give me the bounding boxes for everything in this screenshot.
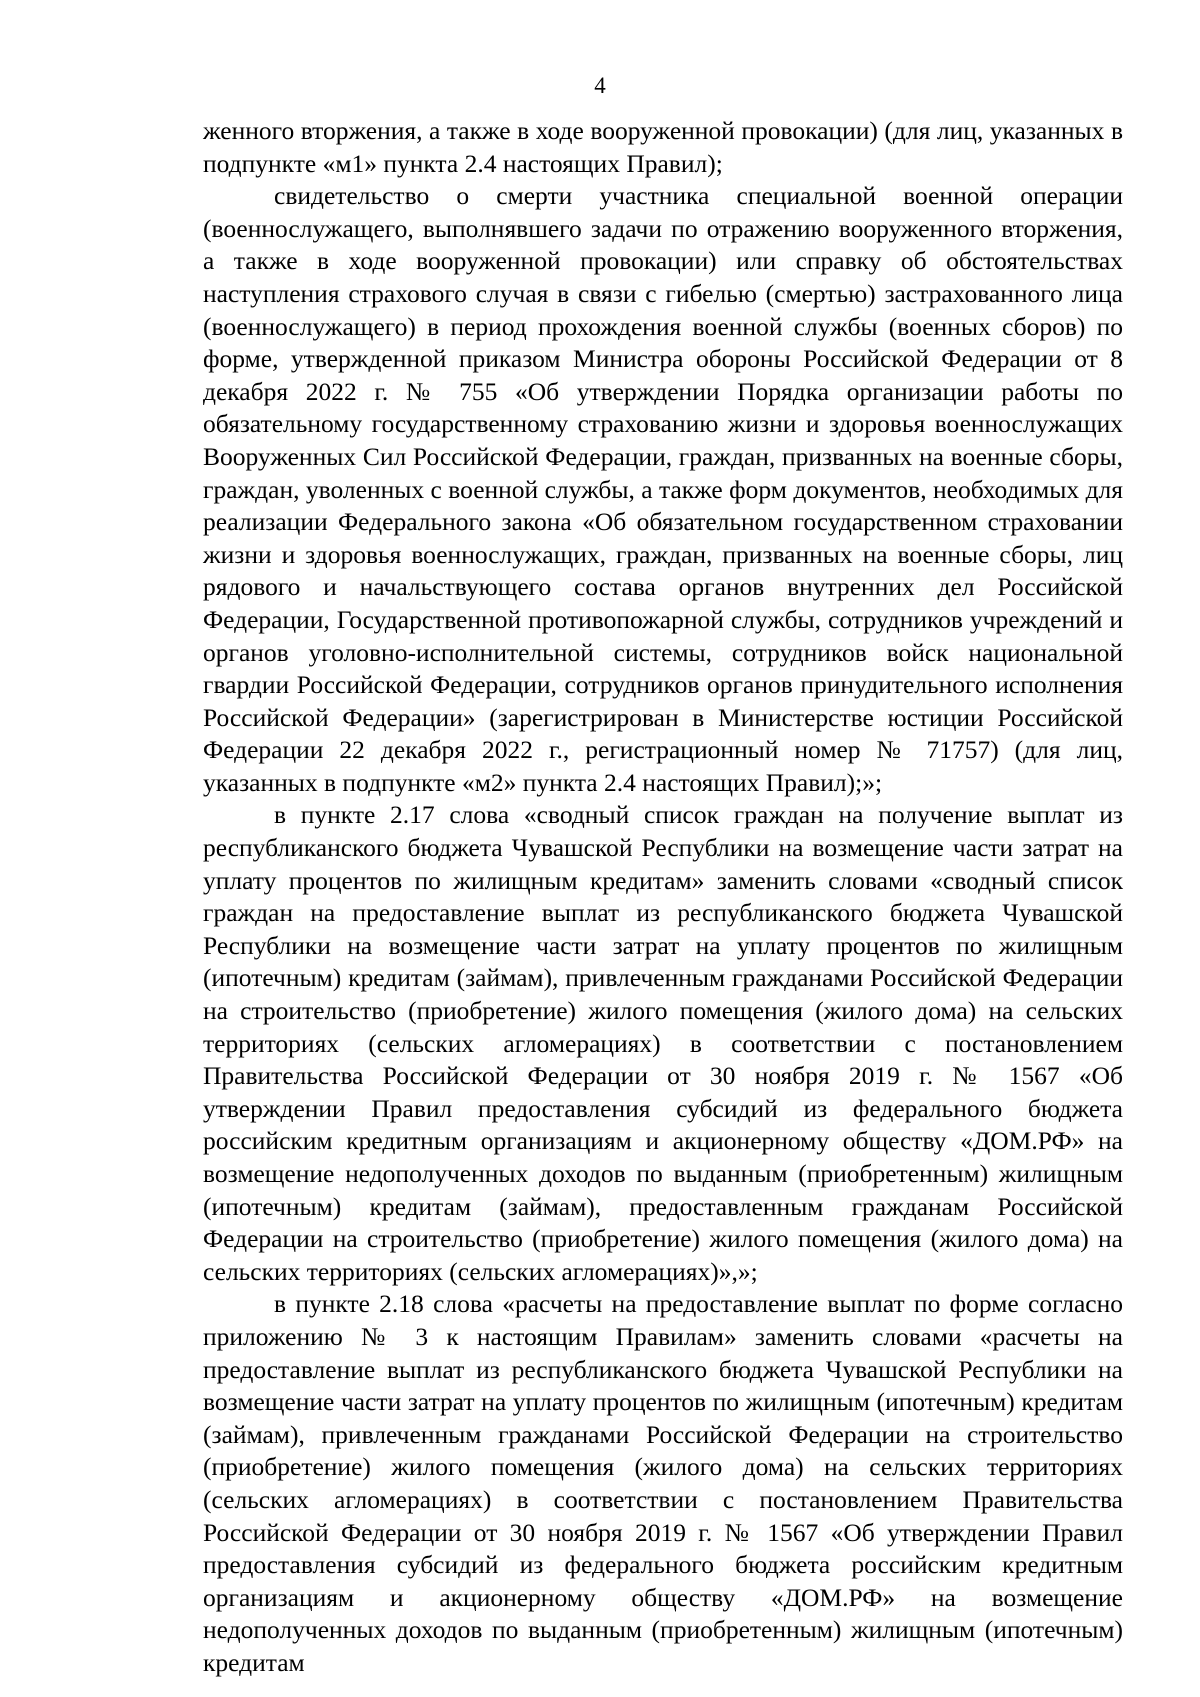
paragraph-clause-2-17: в пункте 2.17 слова «сводный список граждан на получение выплат из республиканского бюджета Чувашской Республики на возмещение части затрат на уплату процентов по жилищным кредитам» заменить словами «сводный список граждан на предоставление выплат из республиканского бюджета Чувашской Республики на возмещение части затрат на уплату процентов по жилищным (ипотечным) кредитам (займам), привлеченным гражданами Российской Федерации на строительство (приобретение) жилого помещения (жилого дома) на сельских территориях (сельских агломерациях) в соответствии с постановлением Правительства Российской Федерации от 30 ноября 2019 г. № 1567 «Об утверждении Правил предоставления субсидий из федерального бюджета российским кредитным организациям и акционерному обществу «ДОМ.РФ» на возмещение недополученных доходов по выданным (приобретенным) жилищным (ипотечным) кредитам (займам), предоставленным гражданам Российской Федерации на строительство (приобретение) жилого помещения (жилого дома) на сельских территориях (сельских агломерациях)»,»; — [203, 800, 1123, 1286]
paragraph-death-certificate: свидетельство о смерти участника специальной военной операции (военнослужащего, выполнявшего задачи по отражению вооруженного вторжения, а также в ходе вооруженной провокации) или справку об обстоятельствах наступления страхового случая в связи с гибелью (смертью) застрахованного лица (военнослужащего) в период прохождения военной службы (военных сборов) по форме, утвержденной приказом Министра обороны Российской Федерации от 8 декабря 2022 г. № 755 «Об утверждении Порядка организации работы по обязательному государственному страхованию жизни и здоровья военнослужащих Вооруженных Сил Российской Федерации, граждан, призванных на военные сборы, граждан, уволенных с военной службы, а также форм документов, необходимых для реализации Федерального закона «Об обязательном государственном страховании жизни и здоровья военнослужащих, граждан, призванных на военные сборы, лиц рядового и начальствующего состава органов внутренних дел Российской Федерации, Государственной противопожарной службы, сотрудников учреждений и органов уголовно-исполнительной системы, сотрудников войск национальной гвардии Российской Федерации, сотрудников органов принудительного исполнения Российской Федерации» (зарегистрирован в Министерстве юстиции Российской Федерации 22 декабря 2022 г., регистрационный номер № 71757) (для лиц, указанных в подпункте «м2» пункта 2.4 настоящих Правил);»; — [203, 181, 1123, 797]
document-body — [203, 115, 1123, 1680]
paragraph-continuation: женного вторжения, а также в ходе вооруженной провокации) (для лиц, указанных в подпункте «м1» пункта 2.4 настоящих Правил); — [203, 116, 1123, 178]
paragraph-clause-2-18: в пункте 2.18 слова «расчеты на предоставление выплат по форме согласно приложению № 3 к настоящим Правилам» заменить словами «расчеты на предоставление выплат из республиканского бюджета Чувашской Республики на возмещение части затрат на уплату процентов по жилищным (ипотечным) кредитам (займам), привлеченным гражданами Российской Федерации на строительство (приобретение) жилого помещения (жилого дома) на сельских территориях (сельских агломерациях) в соответствии с постановлением Правительства Российской Федерации от 30 ноября 2019 г. № 1567 «Об утверждении Правил предоставления субсидий из федерального бюджета российским кредитным организациям и акционерному обществу «ДОМ.РФ» на возмещение недополученных доходов по выданным (приобретенным) жилищным (ипотечным) кредитам — [203, 1289, 1123, 1677]
page-number: 4 — [594, 73, 606, 98]
